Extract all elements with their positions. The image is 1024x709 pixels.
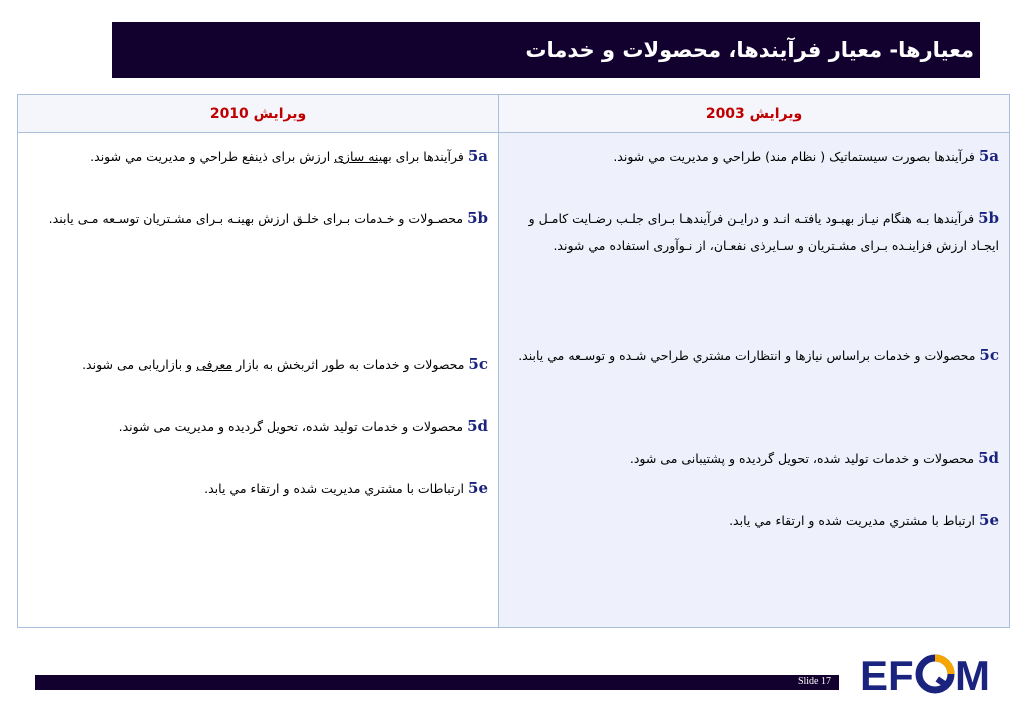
column-header-2010: ويرايش 2010 xyxy=(18,95,498,132)
comparison-table xyxy=(17,94,1010,628)
criterion-code: 5e xyxy=(468,479,488,497)
criterion-text: ارتباطات با مشتري مديريت شده و ارتقاء مي يابد. xyxy=(204,481,465,496)
criterion-code: 5b xyxy=(978,209,999,227)
logo-q-accent xyxy=(935,658,951,674)
criterion-code: 5d xyxy=(467,417,488,435)
list-item xyxy=(509,342,999,369)
efqm-logo xyxy=(860,652,996,696)
header-row-divider xyxy=(18,132,1009,133)
list-item xyxy=(28,351,488,378)
list-item xyxy=(509,507,999,534)
criterion-code: 5a xyxy=(978,147,999,165)
criterion-text-underlined: بهینه سازی xyxy=(334,149,392,164)
column-2010 xyxy=(18,95,498,627)
criterion-text: ارتباط با مشتري مديريت شده و ارتقاء مي يابد. xyxy=(729,513,976,528)
criterion-code: 5d xyxy=(978,449,999,467)
criterion-text: محصولات و خدمات توليد شده، تحویل گردیده و مدیریت می شوند. xyxy=(118,419,464,434)
criterion-text: و بازاریابی می شوند. xyxy=(82,357,197,372)
title-bar xyxy=(112,22,980,78)
criterion-code: 5b xyxy=(467,209,488,227)
criterion-text: محصولات و خدمات به طور اثربخش به بازار xyxy=(232,357,465,372)
criterion-text: فرآیندها برای xyxy=(391,149,464,164)
slide-number: Slide 17 xyxy=(797,676,831,687)
criterion-code: 5e xyxy=(979,511,999,529)
list-item xyxy=(509,143,999,170)
footer-bar xyxy=(35,675,839,690)
criterion-text: محصولات و خدمات براساس نيازها و انتظارات مشتري طراحي شـده و توسـعه مي يابند. xyxy=(518,348,976,363)
criterion-code: 5c xyxy=(468,355,488,373)
criterion-code: 5c xyxy=(979,346,999,364)
list-item xyxy=(28,143,488,170)
list-item xyxy=(28,205,488,232)
page-title: معیارها- معیار فرآیندها، محصولات و خدمات xyxy=(525,38,974,62)
logo-text: EF xyxy=(860,652,914,696)
column-header-2003: ويرايش 2003 xyxy=(499,95,1009,132)
logo-text-m: M xyxy=(955,652,990,696)
criterion-code: 5a xyxy=(467,147,488,165)
criterion-text: ارزش برای ذینفع طراحي و مديريت مي شوند. xyxy=(90,149,335,164)
column-2003 xyxy=(499,95,1009,627)
list-item xyxy=(28,413,488,440)
criterion-text: فرآیندها بـه هنگام نیـاز بهبـود یافتـه انـد و درایـن فرآیندهـا بـرای جلـب رضـایت کامـل و ايجـاد ارزش فزاینـده بـرای مشـتریان و سـایرذی نفعـان، از نـوآوری استفاده مي شوند. xyxy=(528,211,999,253)
list-item xyxy=(28,475,488,502)
criterion-text: محصولات و خدمات توليد شده، تحويل گرديده و پشتيبانی می شود. xyxy=(629,451,975,466)
list-item xyxy=(509,445,999,472)
criterion-text-underlined: معرفی xyxy=(196,357,233,372)
criterion-text: محصـولات و خـدمات بـرای خلـق ارزش بهینـه بـرای مشـتریان توسـعه مـی یابند. xyxy=(48,211,464,226)
list-item xyxy=(509,205,999,259)
criterion-text: فرآيندها بصورت سيستماتيک ( نظام مند) طراحي و مديريت مي شوند. xyxy=(613,149,975,164)
